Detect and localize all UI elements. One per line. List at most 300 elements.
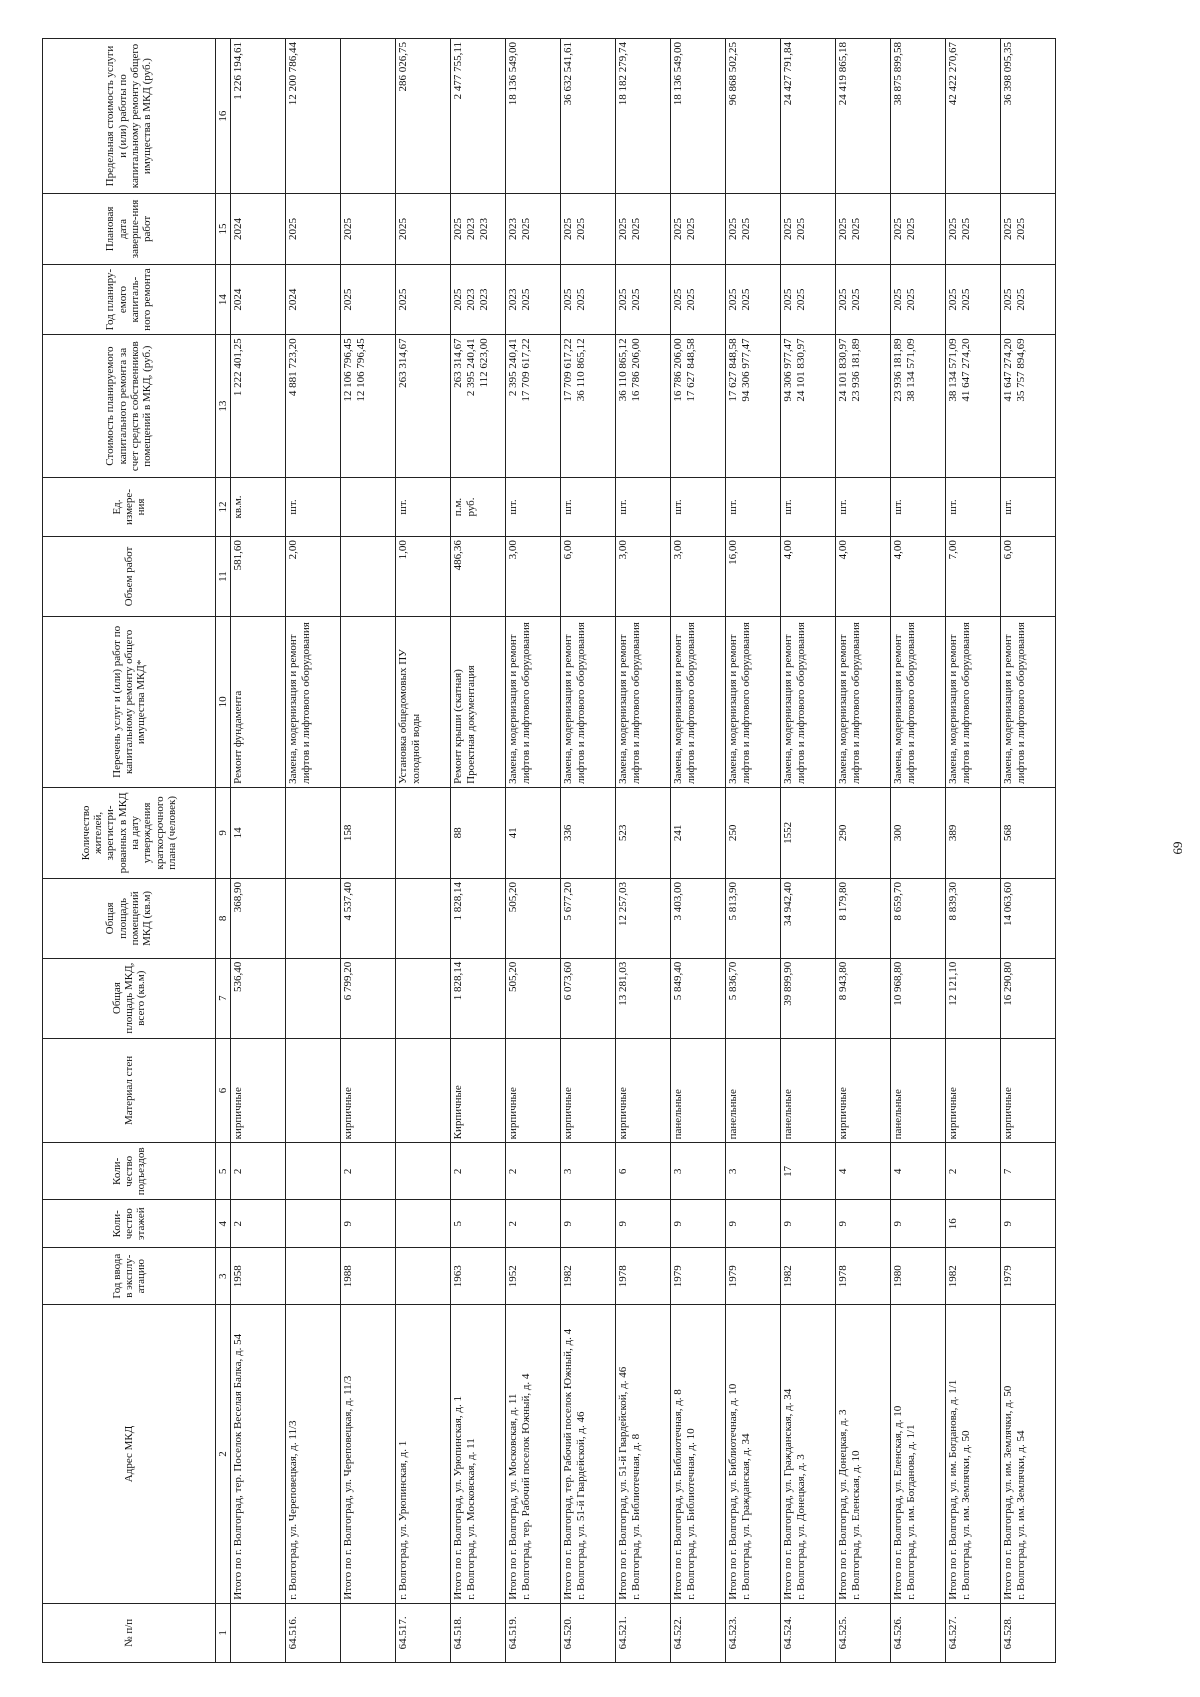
cell-text: 5 813,90 <box>727 882 740 921</box>
table-cell-col-13 <box>891 335 946 477</box>
table-cell-col-10 <box>341 616 396 787</box>
cell-text: 64.521. <box>617 1616 630 1650</box>
table-cell-col-9 <box>671 787 726 878</box>
table-cell-col-6 <box>781 1038 836 1143</box>
column-number-12: 12 <box>216 477 231 536</box>
table-cell-col-9 <box>396 787 451 878</box>
capital-repair-table <box>42 38 1056 1663</box>
cell-text: 12 121,10 <box>947 961 960 1006</box>
cell-text: г. Волгоград, ул. Библиотечная, д. 10 <box>685 1428 698 1600</box>
table-cell-col-3 <box>451 1248 506 1305</box>
cell-text: 17 <box>782 1165 795 1177</box>
cell-text: 112 623,00 <box>478 338 491 388</box>
table-cell-col-4 <box>726 1200 781 1248</box>
table-row <box>1001 39 1056 1663</box>
cell-text: Итого по г. Волгоград, ул. Московская, д. 11 <box>507 1393 520 1600</box>
cell-text: 16,00 <box>727 540 740 565</box>
table-cell-col-4 <box>671 1200 726 1248</box>
table-cell-col-3 <box>616 1248 671 1305</box>
table-row <box>616 39 671 1663</box>
column-header-4: Коли-чество этажей <box>43 1200 216 1248</box>
cell-text: 300 <box>892 824 905 842</box>
column-number-13: 13 <box>216 335 231 477</box>
table-cell-col-14 <box>781 264 836 335</box>
table-cell-col-3 <box>946 1248 1001 1305</box>
table-cell-col-9 <box>506 787 561 878</box>
column-number-8: 8 <box>216 879 231 959</box>
cell-text <box>287 791 300 875</box>
table-cell-col-1 <box>946 1603 1001 1662</box>
cell-text: 2025 <box>795 288 808 311</box>
table-cell-col-1 <box>891 1603 946 1662</box>
table-cell-col-15 <box>396 194 451 265</box>
table-row <box>726 39 781 1663</box>
cell-text: 64.527. <box>947 1616 960 1650</box>
table-cell-col-7 <box>396 958 451 1038</box>
table-cell-col-7 <box>231 958 286 1038</box>
column-header-12: Ед. измере-ния <box>43 477 216 536</box>
column-number-1: 1 <box>216 1603 231 1662</box>
cell-text: п.м. <box>452 497 465 517</box>
cell-text: 8 179,80 <box>837 882 850 921</box>
cell-text: шт. <box>892 499 905 515</box>
cell-text <box>287 1251 300 1301</box>
cell-text: 3 <box>562 1168 575 1175</box>
table-cell-col-5 <box>451 1143 506 1200</box>
cell-text: кирпичные <box>562 1087 575 1140</box>
table-cell-col-11 <box>891 537 946 617</box>
table-cell-col-1 <box>506 1603 561 1662</box>
cell-text: панельные <box>782 1089 795 1140</box>
table-cell-col-5 <box>671 1143 726 1200</box>
table-cell-col-3 <box>561 1248 616 1305</box>
cell-text: 2025 <box>672 217 685 240</box>
cell-text: шт. <box>1002 499 1015 515</box>
table-cell-col-5 <box>891 1143 946 1200</box>
cell-text: Итого по г. Волгоград, ул. Библиотечная, д. 10 <box>727 1383 740 1600</box>
table-row <box>506 39 561 1663</box>
table-cell-col-16 <box>616 39 671 194</box>
table-cell-col-9 <box>451 787 506 878</box>
table-cell-col-4 <box>946 1200 1001 1248</box>
cell-text <box>397 1251 410 1301</box>
table-row <box>946 39 1001 1663</box>
cell-text: шт. <box>672 499 685 515</box>
table-cell-col-11 <box>451 537 506 617</box>
cell-text: Замена, модернизация и ремонт лифтов и лифтового оборудования <box>837 622 862 784</box>
table-cell-col-3 <box>836 1248 891 1305</box>
cell-text: 568 <box>1002 824 1015 842</box>
column-header-15: Плановая дата заверше-ния работ <box>43 194 216 265</box>
table-cell-col-8 <box>781 879 836 959</box>
column-header-3: Год ввода в эксплу-атацию <box>43 1248 216 1305</box>
cell-text: 39 899,90 <box>782 961 795 1006</box>
table-cell-col-12 <box>726 477 781 536</box>
table-cell-col-11 <box>341 537 396 617</box>
cell-text: 9 <box>617 1221 630 1227</box>
table-header-row <box>43 39 216 1663</box>
cell-text: 6 <box>617 1168 630 1175</box>
cell-text: 64.516. <box>287 1616 300 1650</box>
table-cell-col-7 <box>286 958 341 1038</box>
cell-text: 35 757 894,69 <box>1015 338 1028 402</box>
table-cell-col-8 <box>946 879 1001 959</box>
cell-text: кирпичные <box>1002 1087 1015 1140</box>
table-cell-col-16 <box>671 39 726 194</box>
cell-text: 2025 <box>562 217 575 240</box>
table-cell-col-15 <box>726 194 781 265</box>
table-cell-col-13 <box>946 335 1001 477</box>
table-cell-col-13 <box>671 335 726 477</box>
table-cell-col-9 <box>836 787 891 878</box>
table-cell-col-10 <box>726 616 781 787</box>
cell-text: шт. <box>287 499 300 515</box>
cell-text: шт. <box>947 499 960 515</box>
table-cell-col-12 <box>946 477 1001 536</box>
cell-text: кирпичные <box>342 1087 355 1140</box>
table-cell-col-10 <box>1001 616 1056 787</box>
table-cell-col-6 <box>616 1038 671 1143</box>
cell-text: 64.517. <box>397 1616 410 1650</box>
cell-text: 16 786 206,00 <box>630 338 643 402</box>
table-cell-col-15 <box>946 194 1001 265</box>
table-cell-col-16 <box>781 39 836 194</box>
table-cell-col-14 <box>836 264 891 335</box>
table-cell-col-13 <box>231 335 286 477</box>
column-header-7: Общая площадь МКД, всего (кв.м) <box>43 958 216 1038</box>
table-cell-col-10 <box>781 616 836 787</box>
cell-text: кв.м. <box>232 495 245 519</box>
table-cell-col-1 <box>341 1603 396 1662</box>
cell-text: 36 398 095,35 <box>1002 42 1015 106</box>
cell-text: Итого по г. Волгоград, тер. Поселок Веселая Балка, д. 54 <box>232 1333 245 1600</box>
table-cell-col-1 <box>396 1603 451 1662</box>
table-cell-col-2 <box>671 1305 726 1604</box>
column-header-5: Коли-чество подъездов <box>43 1143 216 1200</box>
table-cell-col-3 <box>341 1248 396 1305</box>
table-cell-col-5 <box>616 1143 671 1200</box>
cell-text: 34 942,40 <box>782 882 795 926</box>
table-cell-col-15 <box>616 194 671 265</box>
table-cell-col-16 <box>1001 39 1056 194</box>
cell-text: 3 <box>727 1168 740 1175</box>
cell-text: шт. <box>727 499 740 515</box>
table-cell-col-7 <box>891 958 946 1038</box>
column-number-6: 6 <box>216 1038 231 1143</box>
cell-text: 88 <box>452 827 465 839</box>
table-cell-col-4 <box>396 1200 451 1248</box>
cell-text: 4 <box>837 1168 850 1175</box>
table-cell-col-13 <box>341 335 396 477</box>
cell-text: 2025 <box>685 217 698 240</box>
table-cell-col-14 <box>1001 264 1056 335</box>
table-row <box>396 39 451 1663</box>
table-cell-col-2 <box>891 1305 946 1604</box>
cell-text <box>287 1042 300 1140</box>
table-cell-col-2 <box>1001 1305 1056 1604</box>
table-cell-col-11 <box>781 537 836 617</box>
column-number-10: 10 <box>216 616 231 787</box>
cell-text: 1982 <box>562 1265 575 1288</box>
cell-text: Замена, модернизация и ремонт лифтов и лифтового оборудования <box>507 622 532 784</box>
cell-text: 18 182 279,74 <box>617 42 630 106</box>
table-cell-col-16 <box>396 39 451 194</box>
cell-text: 2025 <box>685 288 698 311</box>
column-number-15: 15 <box>216 194 231 265</box>
table-cell-col-5 <box>286 1143 341 1200</box>
table-cell-col-9 <box>726 787 781 878</box>
cell-text: Итого по г. Волгоград, ул. Череповецкая, д. 11/3 <box>342 1375 355 1600</box>
cell-text: 250 <box>727 824 740 842</box>
table-cell-col-10 <box>286 616 341 787</box>
table-cell-col-15 <box>1001 194 1056 265</box>
cell-text: 2025 <box>782 288 795 311</box>
table-cell-col-14 <box>616 264 671 335</box>
rotated-table-sheet <box>42 38 1056 1663</box>
cell-text: 23 936 181,89 <box>850 338 863 402</box>
table-cell-col-15 <box>451 194 506 265</box>
table-cell-col-5 <box>561 1143 616 1200</box>
table-cell-col-3 <box>286 1248 341 1305</box>
table-cell-col-16 <box>286 39 341 194</box>
cell-text <box>342 481 355 533</box>
table-cell-col-1 <box>231 1603 286 1662</box>
table-cell-col-16 <box>836 39 891 194</box>
table-cell-col-14 <box>946 264 1001 335</box>
cell-text: 14 063,60 <box>1002 882 1015 926</box>
cell-text: 4,00 <box>837 540 850 560</box>
table-cell-col-11 <box>396 537 451 617</box>
table-cell-col-9 <box>1001 787 1056 878</box>
cell-text: 36 110 865,12 <box>575 338 588 402</box>
cell-text: 2025 <box>740 288 753 311</box>
column-header-9: Количество жителей, зарегистри-рованных в МКД на дату утверждения краткосрочного плана (человек) <box>43 787 216 878</box>
cell-text: 8 659,70 <box>892 882 905 921</box>
cell-text: 2025 <box>520 288 533 311</box>
cell-text: Замена, модернизация и ремонт лифтов и лифтового оборудования <box>562 622 587 784</box>
cell-text: кирпичные <box>947 1087 960 1140</box>
cell-text: 336 <box>562 824 575 842</box>
table-cell-col-4 <box>286 1200 341 1248</box>
table-cell-col-12 <box>781 477 836 536</box>
cell-text: 2025 <box>740 217 753 240</box>
table-cell-col-6 <box>1001 1038 1056 1143</box>
cell-text: 4,00 <box>892 540 905 560</box>
cell-text: Итого по г. Волгоград, ул. им. Землячки, д. 50 <box>1002 1385 1015 1600</box>
table-cell-col-8 <box>671 879 726 959</box>
cell-text: 2025 <box>960 217 973 240</box>
table-row <box>891 39 946 1663</box>
table-cell-col-12 <box>671 477 726 536</box>
column-number-5: 5 <box>216 1143 231 1200</box>
table-cell-col-8 <box>396 879 451 959</box>
cell-text: кирпичные <box>507 1087 520 1140</box>
table-cell-col-3 <box>1001 1248 1056 1305</box>
table-cell-col-10 <box>836 616 891 787</box>
cell-text <box>342 540 355 613</box>
cell-text: 3 403,00 <box>672 882 685 921</box>
cell-text: 1988 <box>342 1265 355 1288</box>
table-cell-col-4 <box>506 1200 561 1248</box>
column-number-3: 3 <box>216 1248 231 1305</box>
cell-text: 2025 <box>837 217 850 240</box>
cell-text: 6 073,60 <box>562 961 575 1001</box>
cell-text: 36 632 541,61 <box>562 42 575 106</box>
cell-text: 64.526. <box>892 1616 905 1650</box>
cell-text: 2 <box>452 1168 465 1175</box>
table-cell-col-15 <box>781 194 836 265</box>
cell-text: 36 110 865,12 <box>617 338 630 402</box>
column-number-4: 4 <box>216 1200 231 1248</box>
column-number-row <box>216 39 231 1663</box>
cell-text: Замена, модернизация и ремонт лифтов и лифтового оборудования <box>727 622 752 784</box>
table-cell-col-6 <box>671 1038 726 1143</box>
table-cell-col-11 <box>231 537 286 617</box>
cell-text: 2025 <box>905 288 918 311</box>
table-cell-col-3 <box>726 1248 781 1305</box>
cell-text: 5 836,70 <box>727 961 740 1001</box>
table-cell-col-10 <box>451 616 506 787</box>
table-cell-col-2 <box>726 1305 781 1604</box>
cell-text: Проектная документация <box>465 665 478 784</box>
cell-text <box>287 1203 300 1244</box>
cell-text: 2 395 240,41 <box>465 338 478 397</box>
table-cell-col-2 <box>396 1305 451 1604</box>
cell-text: 24 427 791,84 <box>782 42 795 106</box>
cell-text: 2025 <box>960 288 973 311</box>
cell-text: 2 <box>342 1168 355 1175</box>
table-cell-col-8 <box>1001 879 1056 959</box>
table-cell-col-14 <box>726 264 781 335</box>
cell-text: 9 <box>562 1221 575 1227</box>
cell-text: 2025 <box>837 288 850 311</box>
table-cell-col-4 <box>891 1200 946 1248</box>
table-cell-col-2 <box>286 1305 341 1604</box>
cell-text: 9 <box>892 1221 905 1227</box>
cell-text: 2 395 240,41 <box>507 338 520 397</box>
cell-text: Ремонт крыши (скатная) <box>452 669 465 784</box>
table-row <box>836 39 891 1663</box>
cell-text: 64.524. <box>782 1616 795 1650</box>
table-cell-col-5 <box>781 1143 836 1200</box>
cell-text: 2024 <box>232 288 245 311</box>
table-cell-col-7 <box>781 958 836 1038</box>
cell-text: 2025 <box>892 288 905 311</box>
table-cell-col-14 <box>891 264 946 335</box>
cell-text: 9 <box>727 1221 740 1227</box>
table-cell-col-3 <box>506 1248 561 1305</box>
cell-text: 523 <box>617 824 630 842</box>
cell-text: 6,00 <box>562 540 575 560</box>
table-cell-col-2 <box>946 1305 1001 1604</box>
cell-text: 263 314,67 <box>397 338 410 388</box>
cell-text: 17 627 848,58 <box>685 338 698 402</box>
table-cell-col-16 <box>451 39 506 194</box>
table-cell-col-13 <box>286 335 341 477</box>
cell-text: 64.528. <box>1002 1616 1015 1650</box>
table-cell-col-7 <box>946 958 1001 1038</box>
table-cell-col-6 <box>396 1038 451 1143</box>
cell-text: панельные <box>672 1089 685 1140</box>
table-cell-col-2 <box>616 1305 671 1604</box>
cell-text: 9 <box>782 1221 795 1227</box>
table-cell-col-1 <box>451 1603 506 1662</box>
table-cell-col-11 <box>946 537 1001 617</box>
cell-text: 6 799,20 <box>342 961 355 1001</box>
table-cell-col-4 <box>451 1200 506 1248</box>
cell-text: 2025 <box>452 217 465 240</box>
table-cell-col-1 <box>726 1603 781 1662</box>
cell-text: 64.525. <box>837 1616 850 1650</box>
table-cell-col-13 <box>506 335 561 477</box>
table-row <box>561 39 616 1663</box>
cell-text: 9 <box>342 1221 355 1227</box>
cell-text: 2025 <box>575 217 588 240</box>
table-cell-col-12 <box>286 477 341 536</box>
cell-text <box>287 882 300 955</box>
column-header-14: Год планиру-емого капиталь-ного ремонта <box>43 264 216 335</box>
table-cell-col-15 <box>836 194 891 265</box>
table-cell-col-16 <box>341 39 396 194</box>
table-row <box>231 39 286 1663</box>
cell-text: 96 868 502,25 <box>727 42 740 106</box>
cell-text: г. Волгоград, ул. Донецкая, д. 3 <box>795 1454 808 1600</box>
cell-text: 2023 <box>478 217 491 240</box>
cell-text: 9 <box>837 1221 850 1227</box>
column-header-1: № п/п <box>43 1603 216 1662</box>
cell-text: 2023 <box>478 288 491 311</box>
cell-text: шт. <box>782 499 795 515</box>
table-cell-col-12 <box>451 477 506 536</box>
cell-text: 2025 <box>397 217 410 240</box>
cell-text: 1 222 401,25 <box>232 338 245 397</box>
table-cell-col-9 <box>616 787 671 878</box>
cell-text <box>342 42 355 190</box>
table-cell-col-10 <box>946 616 1001 787</box>
cell-text <box>397 962 410 1035</box>
cell-text <box>397 1203 410 1244</box>
column-header-8: Общая площадь помещений МКД (кв.м) <box>43 879 216 959</box>
table-cell-col-13 <box>1001 335 1056 477</box>
cell-text: Итого по г. Волгоград, ул. им. Богданова, д. 1/1 <box>947 1379 960 1600</box>
table-cell-col-5 <box>836 1143 891 1200</box>
column-header-2: Адрес МКД <box>43 1305 216 1604</box>
cell-text: 18 136 549,00 <box>672 42 685 106</box>
table-cell-col-6 <box>506 1038 561 1143</box>
table-cell-col-11 <box>1001 537 1056 617</box>
table-cell-col-3 <box>231 1248 286 1305</box>
cell-text: 2025 <box>850 288 863 311</box>
cell-text: 505,20 <box>507 882 520 913</box>
column-header-6: Материал стен <box>43 1038 216 1143</box>
table-cell-col-4 <box>561 1200 616 1248</box>
cell-text: г. Волгоград, ул. 51-й Гвардейской, д. 46 <box>575 1411 588 1600</box>
cell-text: 24 101 830,97 <box>837 338 850 402</box>
table-cell-col-10 <box>396 616 451 787</box>
cell-text: 7 <box>1002 1168 1015 1175</box>
cell-text: 2025 <box>1015 288 1028 311</box>
cell-text: г. Волгоград, ул. Московская, д. 11 <box>465 1438 478 1600</box>
table-cell-col-2 <box>451 1305 506 1604</box>
cell-text: Замена, модернизация и ремонт лифтов и лифтового оборудования <box>672 622 697 784</box>
table-cell-col-7 <box>341 958 396 1038</box>
cell-text: шт. <box>837 499 850 515</box>
table-cell-col-8 <box>616 879 671 959</box>
cell-text: 10 968,80 <box>892 961 905 1006</box>
cell-text: 2 <box>232 1221 245 1227</box>
table-row <box>451 39 506 1663</box>
table-cell-col-11 <box>506 537 561 617</box>
